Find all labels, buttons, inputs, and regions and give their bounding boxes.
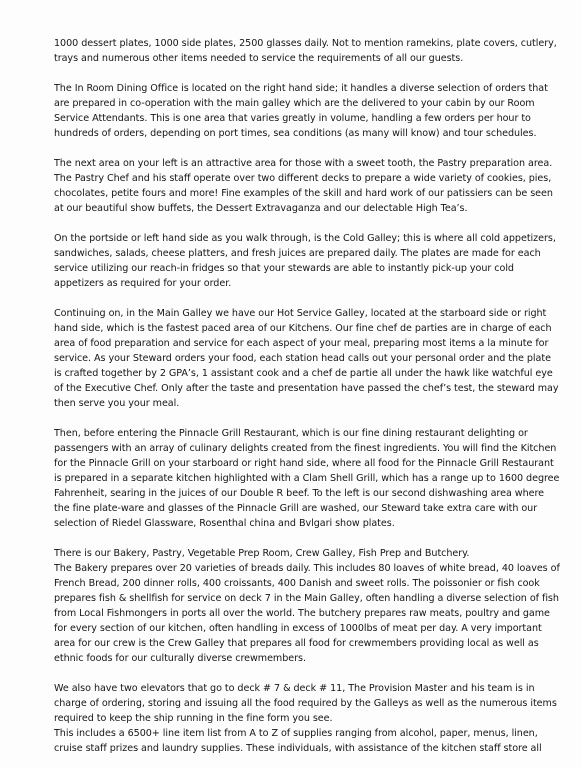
paragraph-in-room-dining: The In Room Dining Office is located on the right hand side; it handles a diverse selection of orders that are prepared in co-operation with the main galley which are the delivered to your cabin by our Room Service Attendants. This is one area that varies greatly in volume, handling a few orders per hour to hundreds of orders, depending on port times, sea conditions (as many will know) and tour schedules. bbox=[54, 83, 548, 139]
paragraph-hot-service-galley: Continuing on, in the Main Galley we have our Hot Service Galley, located at the starboard side or right hand side, which is the fastest paced area of our Kitchens. Our fine chef de parties are in charge of each area of food preparation and service for each aspect of your meal, preparing most items a la minute for service. As your Steward orders your food, each station head calls out your personal order and the plate is crafted together by 2 GPA’s, 1 assistant cook and a chef de partie all under the hawk like watchful eye of the Executive Chef. Only after the taste and presentation have passed the chef’s test, the steward may then serve you your meal. bbox=[54, 308, 559, 409]
paragraph-cold-galley: On the portside or left hand side as you walk through, is the Cold Galley; this is where all cold appetizers, sandwiches, salads, cheese platters, and fresh juices are prepared daily. The plates are made for each service utilizing our reach-in fridges so that your stewards are able to instantly pick-up your cold appetizers as required for your order. bbox=[54, 233, 556, 289]
paragraph-bakery-list: There is our Bakery, Pastry, Vegetable Prep Room, Crew Galley, Fish Prep and Butchery. bbox=[54, 548, 470, 559]
paragraph-pinnacle-grill: Then, before entering the Pinnacle Grill Restaurant, which is our fine dining restaurant delighting or passengers with an array of culinary delights created from the finest ingredients. You will find the Kitchen for the Pinnacle Grill on your starboard or right hand side, where all food for the Pinnacle Grill Restaurant is prepared in a separate kitchen highlighted with a Clam Shell Grill, which has a range up to 1600 degree Fahrenheit, searing in the juices of our Double R beef. To the left is our second dishwashing area where the fine plate-ware and glasses of the Pinnacle Grill are washed, our Steward take extra care with our selection of Riedel Glassware, Rosenthal china and Bvlgari show plates. bbox=[54, 428, 560, 529]
paragraph-bakery-details: The Bakery prepares over 20 varieties of breads daily. This includes 80 loaves of white bread, 40 loaves of French Bread, 200 dinner rolls, 400 croissants, 400 Danish and sweet rolls. The poissonier or fish cook prepares fish & shellfish for service on deck 7 in the Main Galley, often handling a diverse selection of fish from Local Fishmongers in ports all over the world. The butchery prepares raw meats, poultry and game for every section of our kitchen, often handling in excess of 1000lbs of meat per day. A very important area for our crew is the Crew Galley that prepares all food for crewmembers providing local as well as ethnic foods for our culturally diverse crewmembers. bbox=[54, 563, 560, 664]
paragraph-elevators-provisions: We also have two elevators that go to deck # 7 & deck # 11, The Provision Master and his team is in charge of ordering, storing and issuing all the food required by the Galleys as well as the numerous items required to keep the ship running in the fine form you see. bbox=[54, 683, 557, 724]
paragraph-dishwashing-continued: 1000 dessert plates, 1000 side plates, 2500 glasses daily. Not to mention ramekins, plate covers, cutlery, trays and numerous other items needed to service the requirements of all our guests. bbox=[54, 38, 557, 64]
paragraph-pastry-area: The next area on your left is an attractive area for those with a sweet tooth, the Pastry preparation area. The Pastry Chef and his staff operate over two different decks to prepare a wide variety of cookies, pies, chocolates, petite fours and more! Fine examples of the skill and hard work of our patissiers can be seen at our beautiful show buffets, the Dessert Extravaganza and our delectable High Tea’s. bbox=[54, 158, 553, 214]
paragraph-supplies-list: This includes a 6500+ line item list from A to Z of supplies ranging from alcohol, paper, menus, linen, cruise staff prizes and laundry supplies. These individuals, with assistance of the kitchen staff store all bbox=[54, 728, 542, 754]
